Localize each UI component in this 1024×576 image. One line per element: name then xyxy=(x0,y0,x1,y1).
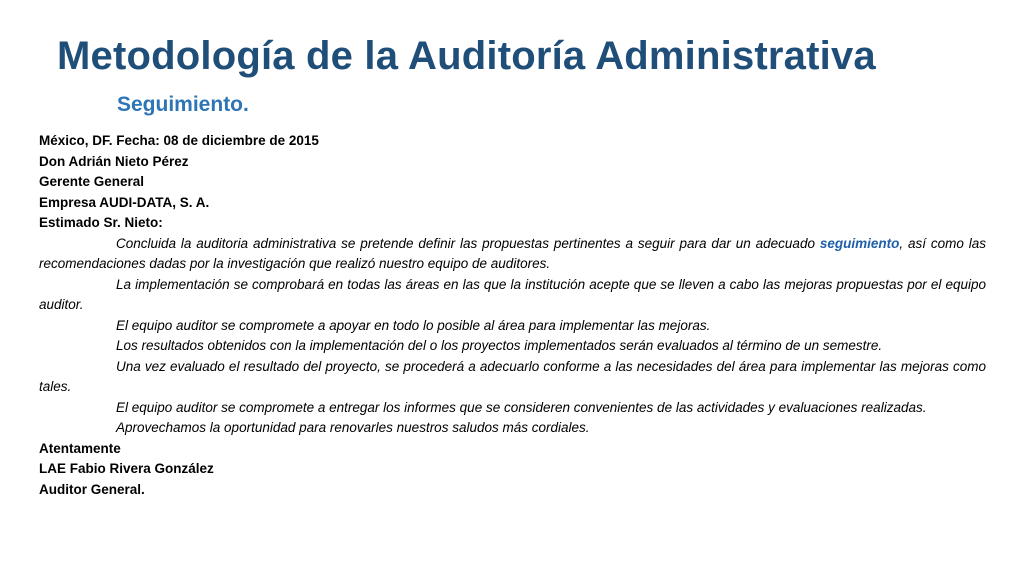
letter-recipient-title: Gerente General xyxy=(39,174,145,189)
paragraph-text: , así como las recomendaciones dadas por la investigación que realizó nuestro equipo de auditores. xyxy=(39,235,986,271)
slide-subtitle: Seguimiento. xyxy=(117,93,249,116)
letter-paragraph: Aprovechamos la oportunidad para renovarles nuestros saludos más cordiales. xyxy=(116,420,590,435)
letter-paragraph: Los resultados obtenidos con la implementación del o los proyectos implementados serán evaluados al término de un semestre. xyxy=(116,338,883,353)
highlighted-term: seguimiento xyxy=(819,235,900,251)
letter-signer-name: LAE Fabio Rivera González xyxy=(39,461,214,476)
letter-paragraph: El equipo auditor se compromete a apoyar en todo lo posible al área para implementar las mejoras. xyxy=(116,317,711,333)
letter-closing: Atentamente xyxy=(39,440,121,456)
letter-paragraph: Una vez evaluado el resultado del proyecto, se procederá a adecuarlo conforme a las necesidades del área para implementar las mejoras como tales. xyxy=(39,358,986,394)
letter-salutation: Estimado Sr. Nieto: xyxy=(39,215,163,230)
slide-title: Metodología de la Auditoría Administrativa xyxy=(57,34,876,78)
paragraph-text: Concluida la auditoria administrativa se pretende definir las propuestas pertinentes a seguir para dar un adecuado xyxy=(116,235,820,251)
letter-paragraph: El equipo auditor se compromete a entregar los informes que se consideren convenientes de las actividades y evaluaciones realizadas. xyxy=(116,399,927,415)
letter-recipient-company: Empresa AUDI-DATA, S. A. xyxy=(39,194,210,210)
letter-recipient-name: Don Adrián Nieto Pérez xyxy=(39,153,189,169)
letter-signer-title: Auditor General. xyxy=(39,481,145,497)
letter-body xyxy=(39,131,986,500)
letter-date-line: México, DF. Fecha: 08 de diciembre de 2015 xyxy=(39,133,319,148)
letter-paragraph xyxy=(39,234,986,275)
letter-paragraph: La implementación se comprobará en todas las áreas en las que la institución acepte que se lleven a cabo las mejoras propuestas por el equipo auditor. xyxy=(39,276,986,312)
